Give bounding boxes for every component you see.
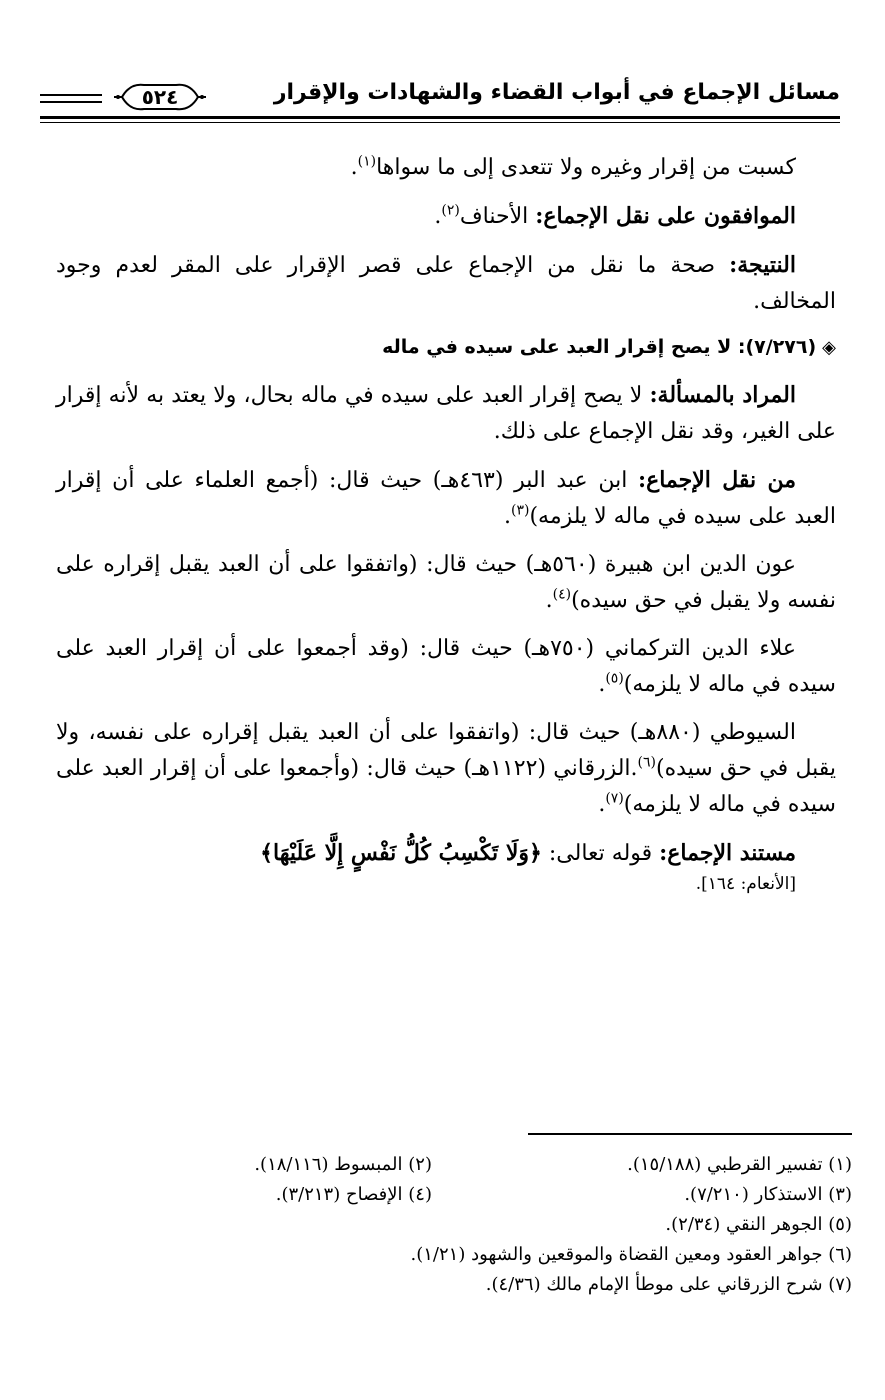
footnote-7: (٧) شرح الزرقاني على موطأ الإمام مالك (٤/٣٦).: [485, 1274, 852, 1295]
agreers-label: الموافقون على نقل الإجماع:: [535, 203, 796, 229]
ibn-hubayra-end: .: [545, 588, 553, 613]
paragraph-agreers: [56, 198, 836, 235]
header-rule-thin: [40, 122, 840, 123]
footnote-row-2: [60, 1180, 852, 1210]
agreers-end: .: [434, 204, 442, 229]
issue-title: (٧/٢٧٦): لا يصح إقرار العبد على سيده في ماله: [382, 336, 817, 358]
footnote-ref-3: (٣): [510, 502, 530, 519]
ibn-hubayra-text: عون الدين ابن هبيرة (٥٦٠هـ) حيث قال: (واتفقوا على أن العبد يقبل إقراره على نفسه ولا يقبل في حق سيده): [56, 552, 836, 613]
footnote-ref-5: (٥): [605, 670, 624, 687]
page-number-badge: [112, 80, 208, 114]
footnote-3: (٣) الاستذكار (٧/٢١٠).: [684, 1184, 852, 1205]
footnotes: [60, 1150, 852, 1300]
footnote-row-1: [60, 1150, 852, 1180]
paragraph-1-text: كسبت من إقرار وغيره ولا تتعدى إلى ما سواها: [376, 155, 796, 180]
paragraph-turkmani: [56, 631, 836, 703]
paragraph-transmitters: [56, 462, 836, 535]
footnote-ref-2: (٢): [441, 202, 460, 219]
paragraph-1: [56, 150, 836, 186]
suyuti-end: .: [598, 792, 606, 817]
header-rule-thick: [40, 116, 840, 119]
header-ornament-line: [40, 94, 102, 103]
footnote-1: (١) تفسير القرطبي (١٥/١٨٨).: [627, 1154, 852, 1175]
page-header: [40, 78, 840, 128]
page-number: ٥٢٤: [141, 85, 179, 109]
basis-label: مستند الإجماع:: [659, 840, 796, 866]
paragraph-ibn-hubayra: [56, 547, 836, 619]
paragraph-1-end: .: [350, 155, 358, 180]
basis-text: قوله تعالى:: [541, 841, 660, 866]
footnote-ref-4: (٤): [552, 586, 572, 603]
paragraph-suyuti: [56, 715, 836, 823]
footnote-ref-6: (٦): [637, 754, 656, 771]
paragraph-basis: [56, 835, 836, 896]
quran-verse: ﴿وَلَا تَكْسِبُ كُلُّ نَفْسٍ إِلَّا عَلَيْهَا﴾: [260, 840, 542, 866]
zurqani-text: .الزرقاني (١١٢٢هـ) حيث قال: (وأجمعوا على أن إقرار العبد على سيده في ماله لا يلزمه): [56, 756, 836, 817]
suyuti-text: السيوطي (٨٨٠هـ) حيث قال: (واتفقوا على أن العبد يقبل إقراره على نفسه، ولا يقبل في حق سيده): [56, 720, 836, 781]
transmitters-end: .: [503, 504, 511, 529]
quran-reference: [الأنعام: ١٦٤].: [695, 874, 796, 894]
paragraph-result: [56, 247, 836, 320]
turkmani-end: .: [598, 672, 606, 697]
footnote-4: (٤) الإفصاح (٣/٢١٣).: [275, 1184, 432, 1205]
agreers-text: الأحناف: [459, 204, 536, 229]
meaning-label: المراد بالمسألة:: [649, 382, 796, 408]
footnote-5: (٥) الجوهر النقي (٢/٣٤).: [665, 1214, 852, 1235]
turkmani-text: علاء الدين التركماني (٧٥٠هـ) حيث قال: (وقد أجمعوا على أن إقرار العبد على سيده في ماله لا يلزمه): [56, 636, 836, 697]
transmitters-text: ابن عبد البر (٤٦٣هـ) حيث قال: (أجمع العلماء على أن إقرار العبد على سيده في ماله لا يلزمه): [56, 468, 836, 529]
main-text: [56, 150, 836, 908]
paragraph-meaning: [56, 377, 836, 450]
meaning-text: لا يصح إقرار العبد على سيده في ماله بحال، ولا يعتد به لأنه إقرار على الغير، وقد نقل الإجماع على ذلك.: [56, 383, 836, 444]
transmitters-label: من نقل الإجماع:: [637, 467, 796, 493]
footnote-2: (٢) المبسوط (١٨/١١٦).: [254, 1154, 432, 1175]
result-text: صحة ما نقل من الإجماع على قصر الإقرار على المقر لعدم وجود المخالف.: [56, 253, 836, 314]
footnote-separator: [528, 1133, 852, 1135]
footnote-ref-1: (١): [357, 153, 377, 170]
diamond-icon: ◈: [822, 337, 836, 358]
footnote-ref-7: (٧): [605, 790, 624, 807]
result-label: النتيجة:: [729, 252, 796, 278]
issue-heading: [56, 332, 836, 363]
running-title: مسائل الإجماع في أبواب القضاء والشهادات والإقرار: [273, 80, 840, 105]
footnote-6: (٦) جواهر العقود ومعين القضاة والموقعين والشهود (١/٢١).: [410, 1244, 852, 1265]
